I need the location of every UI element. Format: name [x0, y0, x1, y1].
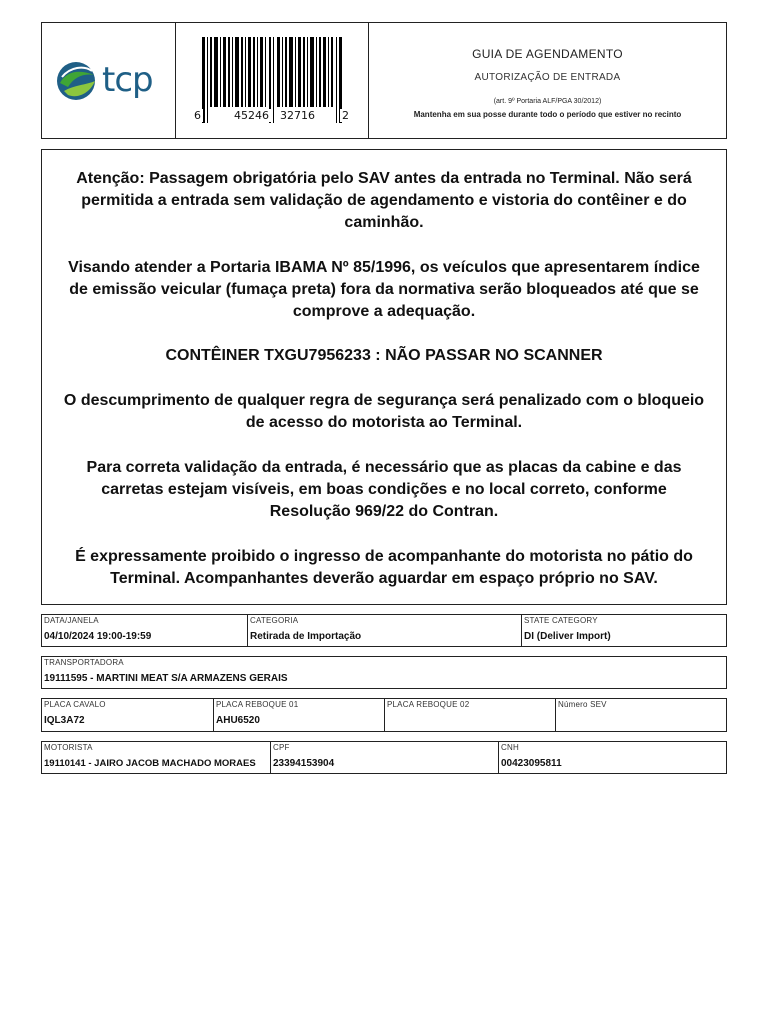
plates-row: [41, 698, 727, 732]
plate-reboque1-label: PLACA REBOQUE 01: [216, 700, 299, 709]
driver-label: MOTORISTA: [44, 743, 93, 752]
header-box: [41, 22, 727, 139]
category-label: CATEGORIA: [250, 616, 299, 625]
carrier-row: [41, 656, 727, 689]
state-category-value: DI (Deliver Import): [524, 631, 611, 642]
plate-reboque1-value: AHU6520: [216, 715, 260, 726]
keep-notice: Mantenha em sua posse durante todo o período que estiver no recinto: [413, 110, 682, 119]
driver-field: [42, 742, 271, 773]
barcode-icon: [200, 37, 344, 123]
title-cell: [369, 23, 726, 138]
category-value: Retirada de Importação: [250, 631, 362, 642]
cnh-value: 00423095811: [501, 758, 562, 769]
plate-cavalo-field: [42, 699, 214, 731]
barcode-cell: [176, 23, 369, 138]
plate-cavalo-label: PLACA CAVALO: [44, 700, 106, 709]
cpf-label: CPF: [273, 743, 290, 752]
barcode-digit-group-2: 32716: [280, 109, 315, 122]
document-title: GUIA DE AGENDAMENTO: [472, 47, 623, 61]
plate-reboque1-field: [214, 699, 385, 731]
plate-cavalo-value: IQL3A72: [44, 715, 85, 726]
schedule-row: [41, 614, 727, 647]
document-subtitle: AUTORIZAÇÃO DE ENTRADA: [474, 72, 621, 83]
logo-wordmark: tcp: [102, 60, 153, 100]
plate-reboque2-field: [385, 699, 556, 731]
carrier-value: 19111595 - MARTINI MEAT S/A ARMAZENS GERAIS: [44, 673, 288, 684]
barcode-digit-first: 6: [194, 109, 201, 122]
cnh-label: CNH: [501, 743, 519, 752]
driver-value: 19110141 - JAIRO JACOB MACHADO MORAES: [44, 758, 256, 769]
notice-box: [41, 149, 727, 605]
date-label: DATA/JANELA: [44, 616, 99, 625]
plate-reboque2-label: PLACA REBOQUE 02: [387, 700, 470, 709]
date-field: [42, 615, 248, 646]
barcode-digit-group-1: 45246: [234, 109, 269, 122]
notice-plates: Para correta validação da entrada, é necessário que as placas da cabine e das carretas estejam visíveis, em boas condições e no local correto, conforme Resolução 969/22 do Contran.: [86, 459, 682, 520]
cnh-field: [499, 742, 726, 773]
legal-reference: (art. 9º Portaria ALF/PGA 30/2012): [493, 98, 602, 105]
sev-number-field: [556, 699, 726, 731]
barcode-digit-last: 2: [342, 109, 349, 122]
notice-security: O descumprimento de qualquer regra de segurança será penalizado com o bloqueio de acesso do motorista ao Terminal.: [63, 392, 705, 431]
category-field: [248, 615, 522, 646]
state-category-field: [522, 615, 726, 646]
carrier-label: TRANSPORTADORA: [44, 658, 124, 667]
carrier-field: [42, 657, 726, 688]
notice-attention: Atenção: Passagem obrigatória pelo SAV antes da entrada no Terminal. Não será permitida a entrada sem validação de agendamento e vistoria do contêiner e do caminhão.: [76, 170, 692, 231]
state-category-label: STATE CATEGORY: [524, 616, 598, 625]
notice-ibama: Visando atender a Portaria IBAMA Nº 85/1996, os veículos que apresentarem índice de emissão veicular (fumaça preta) fora da normativa serão bloqueados até que se comprove a adequação.: [68, 259, 700, 320]
cpf-value: 23394153904: [273, 758, 335, 769]
driver-row: [41, 741, 727, 774]
notice-companion: É expressamente proibido o ingresso de acompanhante do motorista no pátio do Terminal. Acompanhantes deverão aguardar em espaço próprio no SAV.: [75, 548, 693, 587]
notice-container: CONTÊINER TXGU7956233 : NÃO PASSAR NO SCANNER: [165, 347, 603, 364]
date-value: 04/10/2024 19:00-19:59: [44, 631, 152, 642]
cpf-field: [271, 742, 499, 773]
logo-cell: [42, 23, 176, 138]
tcp-logo: [54, 59, 164, 103]
globe-icon: [54, 59, 100, 103]
sev-number-label: Número SEV: [558, 700, 607, 709]
